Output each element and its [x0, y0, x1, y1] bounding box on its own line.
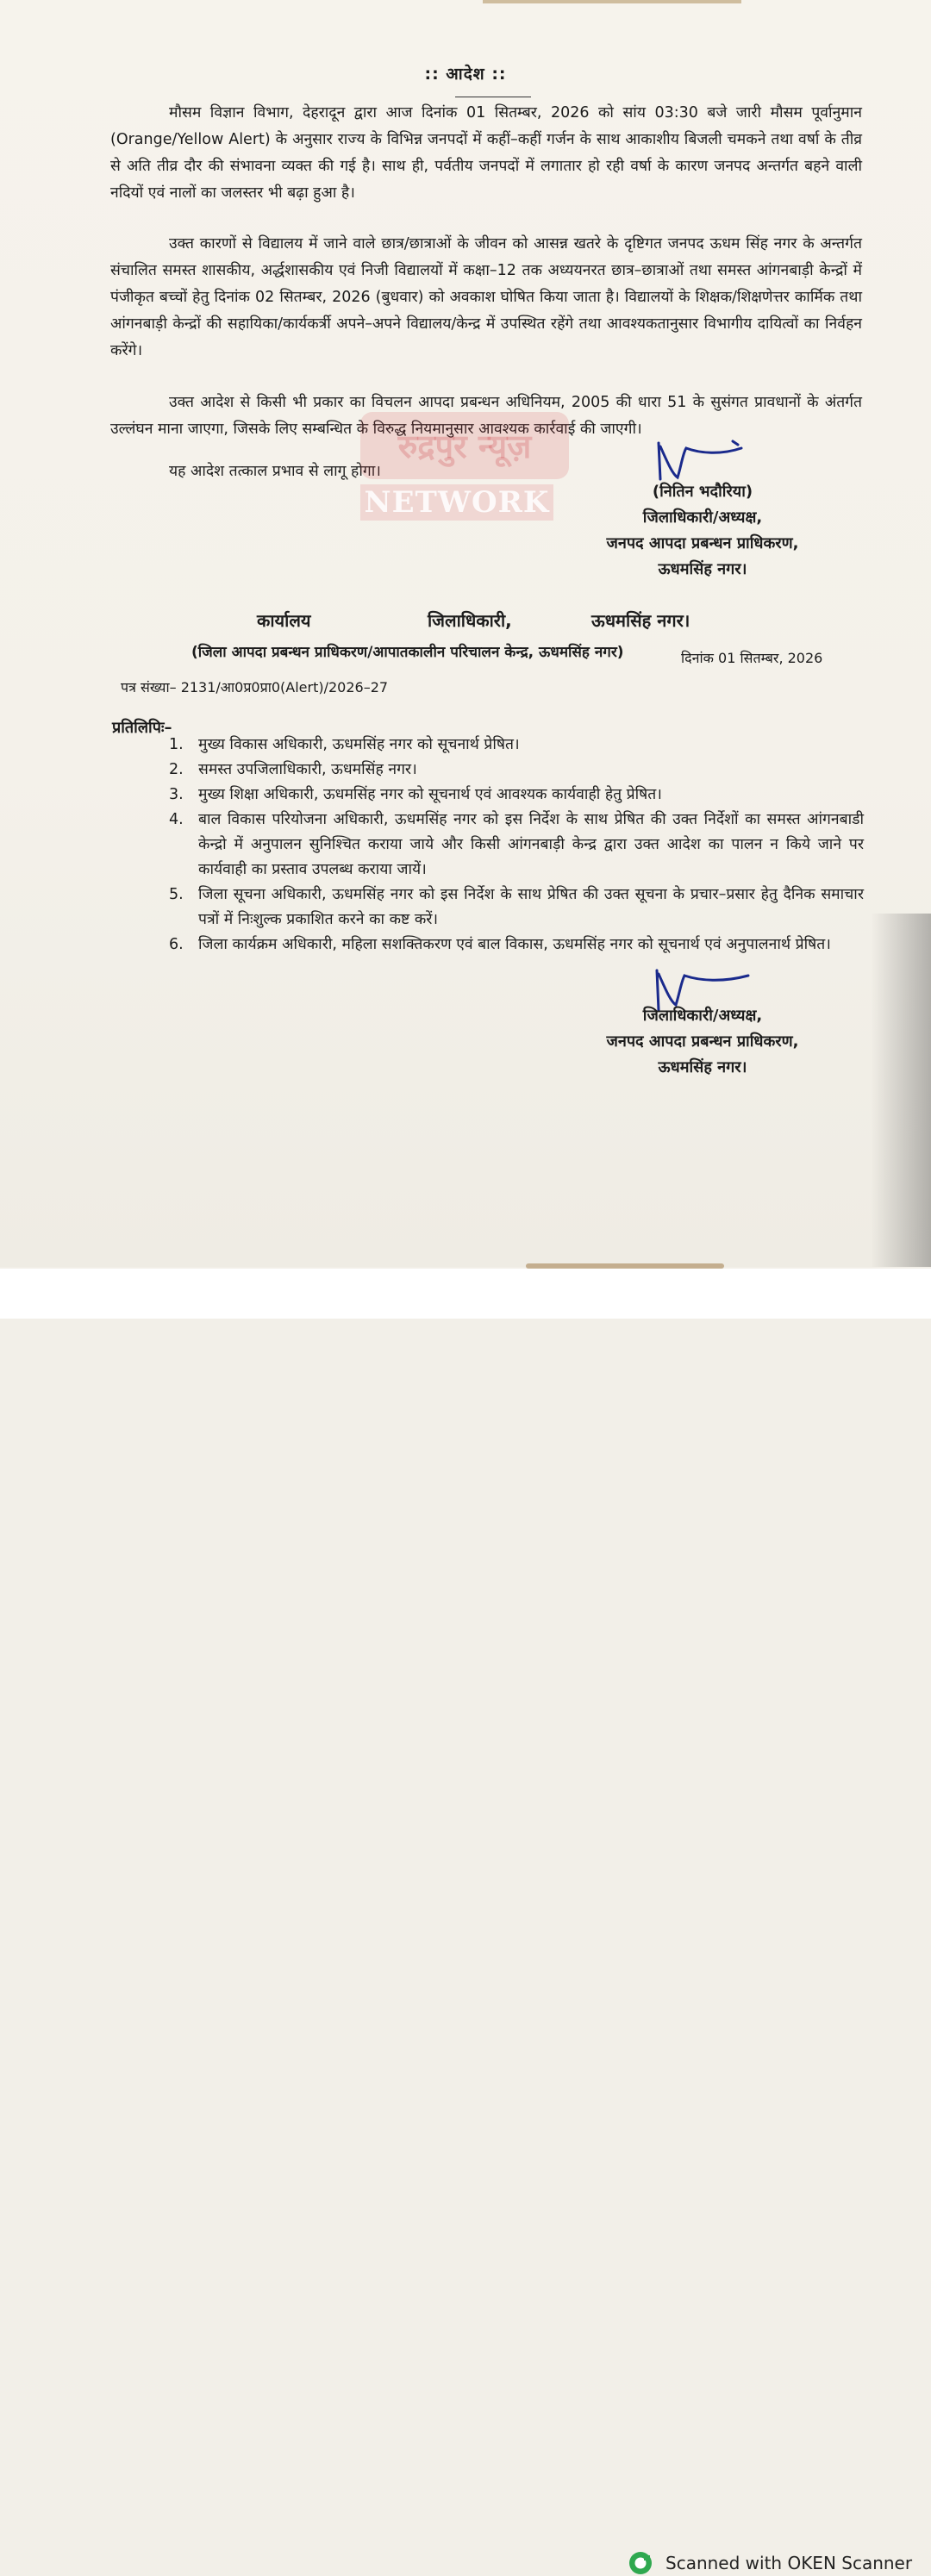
office-heading-3: ऊधमसिंह नगर। [591, 610, 690, 631]
letter-date: दिनांक 01 सितम्बर, 2026 [681, 650, 823, 666]
scanner-branding [628, 2550, 912, 2576]
order-paragraph-2 [110, 231, 862, 365]
item-number: 6. [169, 936, 184, 953]
item-number: 3. [169, 786, 184, 803]
item-text: समस्त उपजिलाधिकारी, ऊधमसिंह नगर। [198, 761, 417, 778]
item-number: 5. [169, 886, 184, 903]
watermark-bottom: NETWORK [360, 484, 553, 521]
paragraph-text: उक्त कारणों से विद्यालय में जाने वाले छात्र/छात्राओं के जीवन को आसन्न खतरे के दृष्टिगत जनपद ऊधम सिंह नगर के अन्तर्गत संचालित समस्त शासकीय, अर्द्धशासकीय एवं निजी विद्यालयों में कक्षा–12 तक अध्ययनरत छात्र–छात्राओं तथा समस्त आंगनबाड़ी केन्द्रों में पंजीकृत बच्चों हेतु दिनांक 02 सितम्बर, 2026 (बुधवार) को अवकाश घोषित किया जाता है। विद्यालयों के शिक्षक/शिक्षणेत्तर कार्मिक तथा आंगनबाड़ी केन्द्रों की सहायिका/कार्यकर्त्री अपने–अपने विद्यालय/केन्द्र में उपस्थित रहेंगे तथा आवश्यकतानुसार विभागीय दायित्वों का निर्वहन करेंगे। [110, 235, 862, 359]
item-number: 2. [169, 761, 184, 778]
scanner-footer [0, 1269, 931, 2573]
order-paragraph-3 [110, 390, 862, 443]
item-number: 4. [169, 811, 184, 828]
signatory-place: ऊधमसिंह नगर। [658, 560, 747, 578]
signatory-place: ऊधमसिंह नगर। [658, 1058, 747, 1076]
page-top-edge [483, 0, 741, 3]
list-item [169, 758, 864, 783]
oken-scanner-logo-icon [628, 2550, 653, 2576]
list-item [169, 733, 864, 758]
office-heading-2: जिलाधिकारी, [428, 610, 512, 631]
signatory-authority: जनपद आपदा प्रबन्धन प्राधिकरण, [606, 1032, 799, 1051]
signatory-authority: जनपद आपदा प्रबन्धन प्राधिकरण, [606, 534, 799, 552]
scanner-label: Scanned with OKEN Scanner [665, 2553, 913, 2573]
letter-reference: पत्र संख्या– 2131/आ0प्र0प्रा0(Alert)/2026–27 [121, 679, 389, 695]
item-text: बाल विकास परियोजना अधिकारी, ऊधमसिंह नगर को इस निर्देश के साथ प्रेषित की उक्त निर्देशों का समस्त आंगनबाडी केन्द्रो में अनुपालन सुनिश्चित कराया जाये और किसी आंगनबाड़ी केन्द्र द्वारा उक्त आदेश का पालन न किये जाने पर कार्यवाही का प्रस्ताव उपलब्ध कराया जायें। [198, 811, 864, 878]
item-number: 1. [169, 736, 184, 753]
office-subtitle: (जिला आपदा प्रबन्धन प्राधिकरण/आपातकालीन परिचालन केन्द्र, ऊधमसिंह नगर) [191, 644, 624, 661]
order-title: :: आदेश :: [424, 65, 507, 84]
scanned-page [0, 0, 931, 1267]
list-item [169, 808, 864, 883]
watermark-top: रुद्रपुर न्यूज़ [360, 412, 569, 479]
signature-block-2 [543, 1003, 862, 1081]
office-heading-1: कार्यालय [257, 610, 311, 631]
signature-block-1 [543, 479, 862, 583]
scan-shadow [871, 914, 931, 1267]
signatory-designation: जिलाधिकारी/अध्यक्ष, [642, 508, 763, 527]
item-text: जिला कार्यक्रम अधिकारी, महिला सशक्तिकरण एवं बाल विकास, ऊधमसिंह नगर को सूचनार्थ एवं अनुपालनार्थ प्रेषित। [198, 936, 831, 953]
item-text: मुख्य शिक्षा अधिकारी, ऊधमसिंह नगर को सूचनार्थ एवं आवश्यक कार्यवाही हेतु प्रेषित। [198, 786, 662, 803]
copies-heading: प्रतिलिपिः– [112, 719, 172, 737]
copies-list [169, 733, 864, 957]
signatory-name: (नितिन भदौरिया) [652, 483, 753, 501]
item-text: जिला सूचना अधिकारी, ऊधमसिंह नगर को इस निर्देश के साथ प्रेषित की उक्त सूचना के प्रचार–प्रसार हेतु दैनिक समाचार पत्रों में निःशुल्क प्रकाशित करने का कष्ट करें। [198, 886, 864, 928]
order-paragraph-4 [169, 458, 600, 485]
list-item [169, 883, 864, 932]
list-item [169, 783, 864, 808]
paragraph-text: यह आदेश तत्काल प्रभाव से लागू होगा। [169, 463, 381, 480]
item-text: मुख्य विकास अधिकारी, ऊधमसिंह नगर को सूचनार्थ प्रेषित। [198, 736, 520, 753]
paragraph-text: उक्त आदेश से किसी भी प्रकार का विचलन आपदा प्रबन्धन अधिनियम, 2005 की धारा 51 के सुसंगत प्रावधानों के अंतर्गत उल्लंघन माना जाएगा, जिसके लिए सम्बन्धित के विरुद्ध नियमानुसार आवश्यक कार्रवाई की जाएगी। [110, 394, 862, 438]
paragraph-text: मौसम विज्ञान विभाग, देहरादून द्वारा आज दिनांक 01 सितम्बर, 2026 को सांय 03:30 बजे जारी मौसम पूर्वानुमान (Orange/Yellow Alert) के अनुसार राज्य के विभिन्न जनपदों में कहीं–कहीं गर्जन के साथ आकाशीय बिजली चमकने तथा वर्षा के तीव्र से अति तीव्र दौर की संभावना व्यक्त की गई है। साथ ही, पर्वतीय जनपदों में लगातार हो रही वर्षा के कारण जनपद अन्तर्गत बहने वाली नदियों एवं नालों का जलस्तर भी बढ़ा हुआ है। [110, 104, 862, 202]
list-item [169, 932, 864, 957]
order-paragraph-1 [110, 100, 862, 207]
signatory-designation: जिलाधिकारी/अध्यक्ष, [642, 1007, 763, 1025]
